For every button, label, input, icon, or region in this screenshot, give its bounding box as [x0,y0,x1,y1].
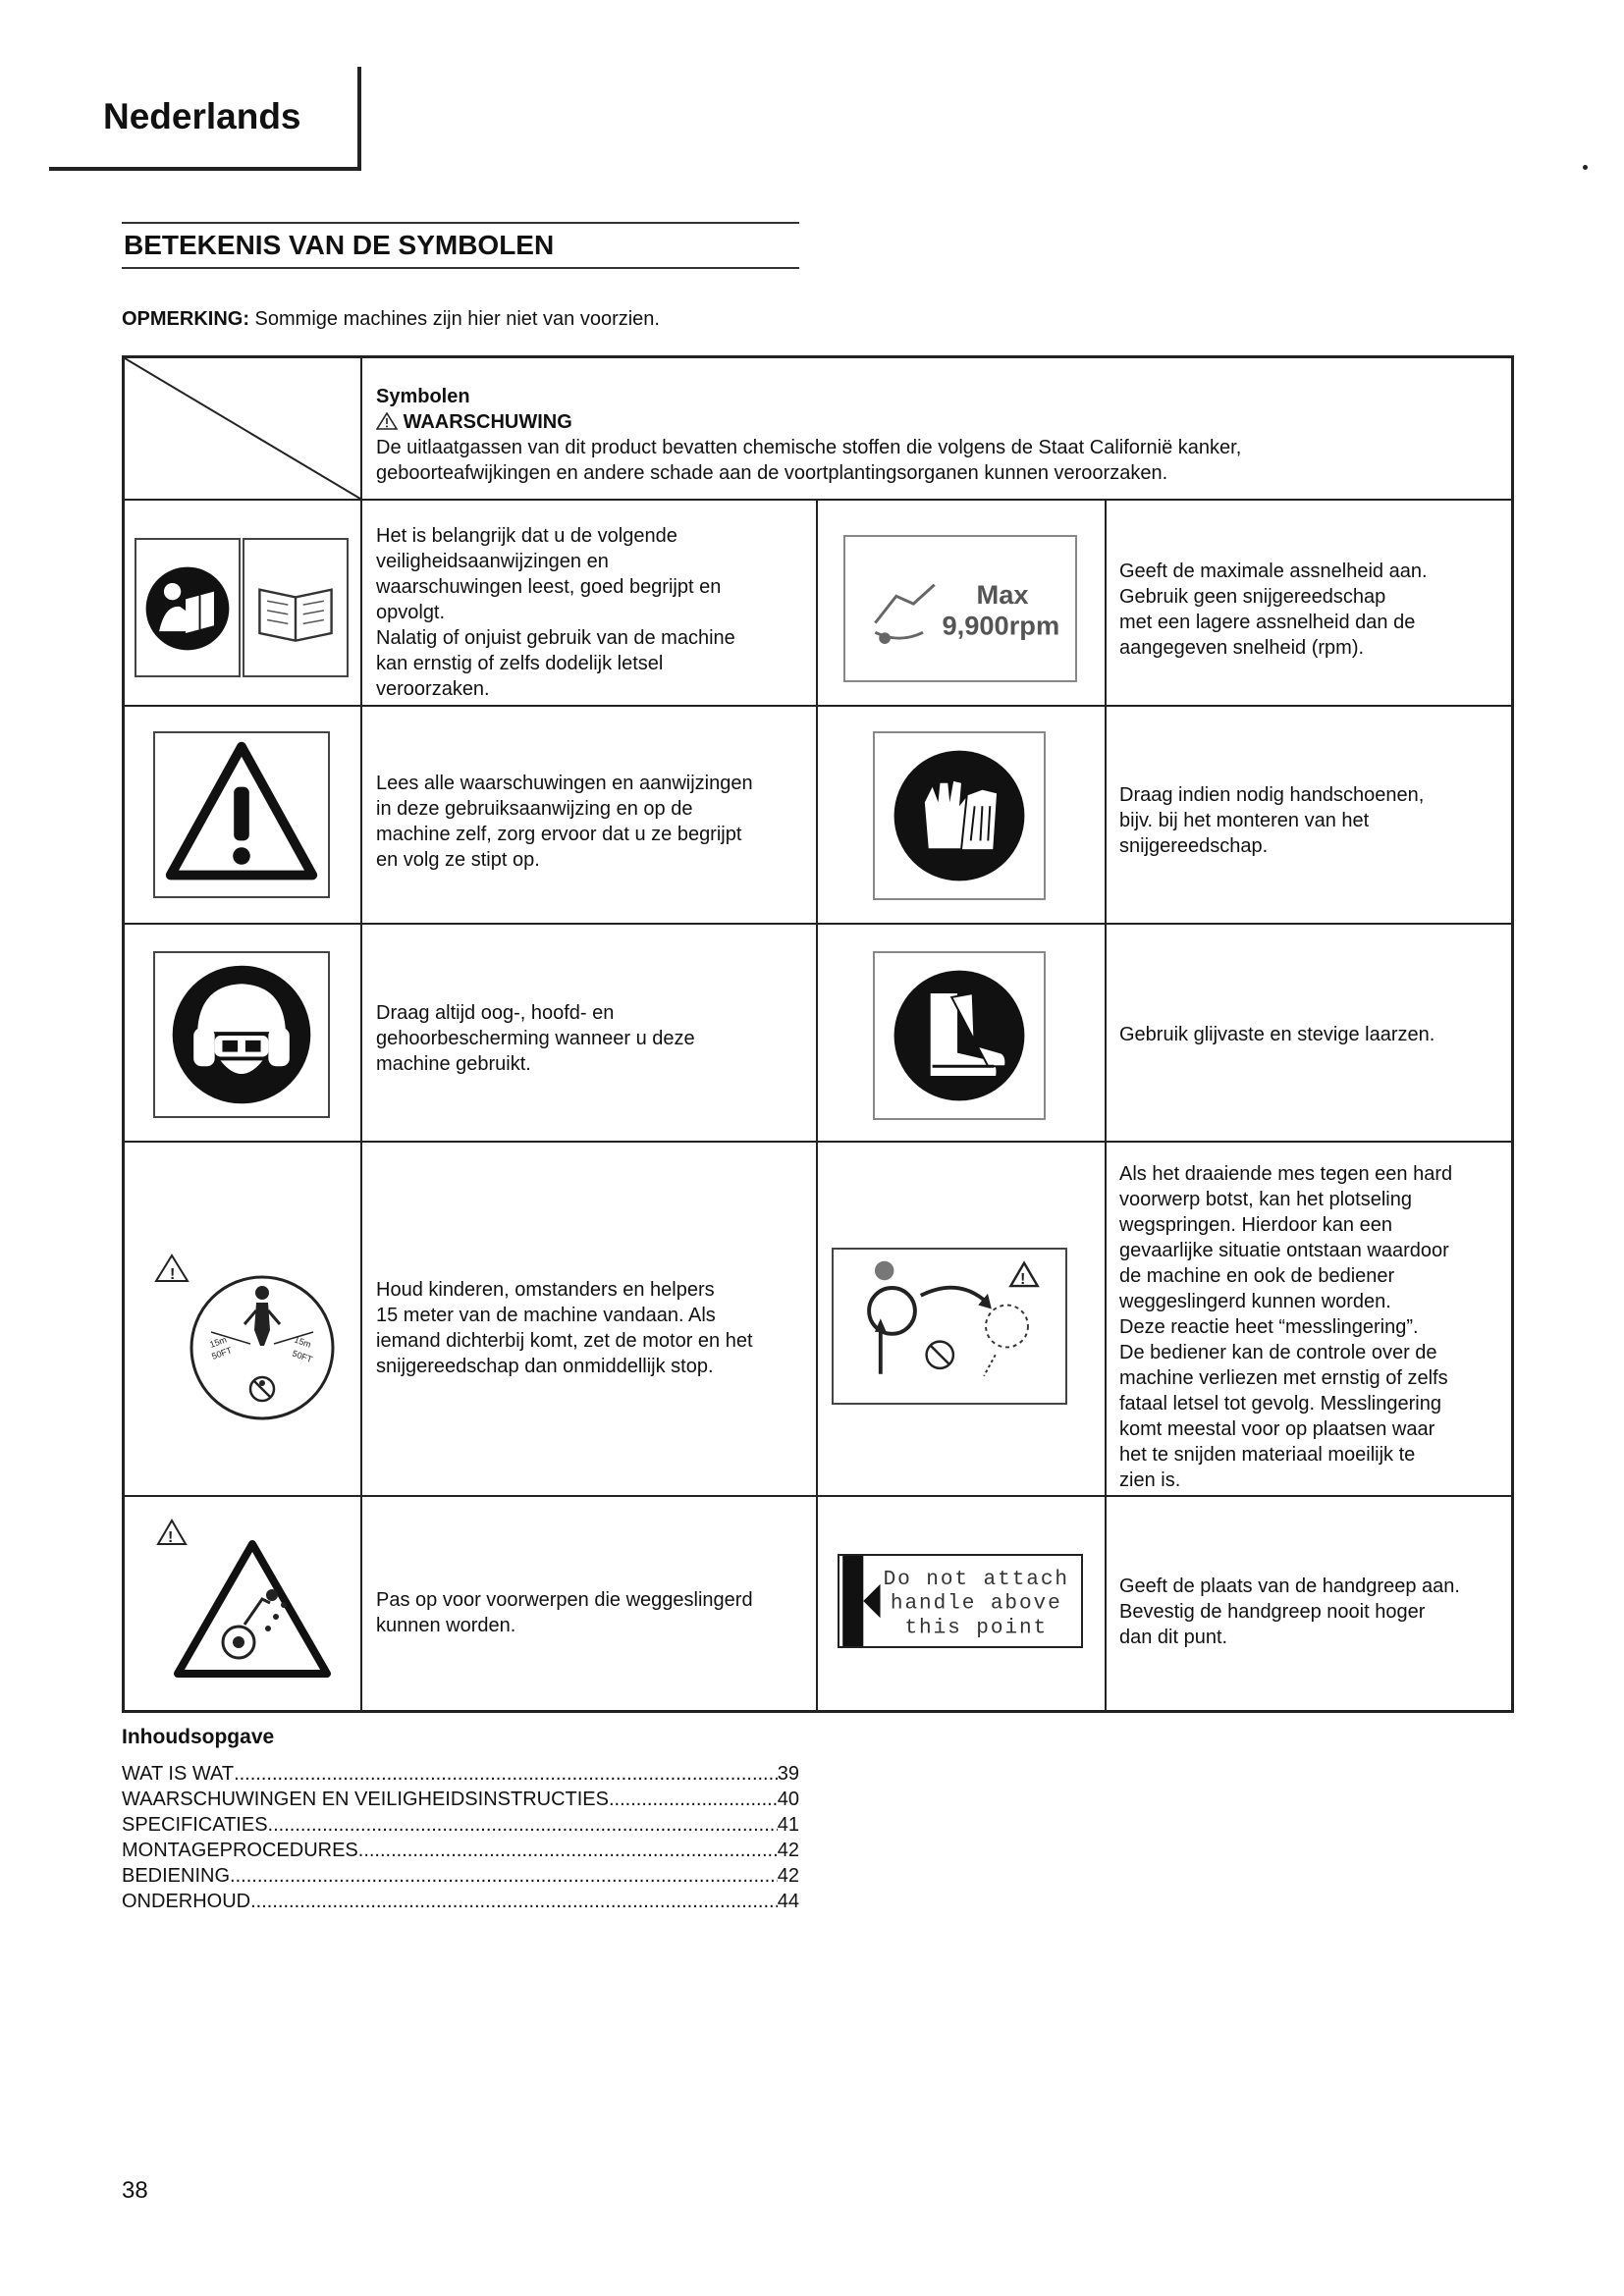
max-speed-icon [843,535,1077,682]
row5-right-text: Geeft de plaats van de handgreep aan. Bevestig de handgreep nooit hoger dan dit punt. [1119,1575,1460,1648]
corner-mark [1583,165,1588,170]
table-of-contents [122,1726,799,1914]
row1-right-text: Geeft de maximale assnelheid aan. Gebruik geen snijgereedschap met een lagere assnelheid dan de aangegeven snelheid (rpm). [1119,561,1428,659]
note-label: OPMERKING: [122,308,249,330]
handle-line2: handle above [890,1591,1062,1616]
row4-right-text: Als het draaiende mes tegen een hard voorwerp botst, kan het plotseling wegspringen. Hierdoor kan een gevaarlijke situatie ontstaan waardoor de machine en ook de bediener weggeslingerd kunnen worden. Deze reactie heet “messlingering”. De bediener kan de controle over de machine verliezen met ernstig of zelfs fataal letsel tot gevolg. Messlingering komt meestal voor op plaatsen waar het te snijden materiaal moeilijk te zien is. [1119,1163,1453,1491]
safety-distance-icon [154,1252,341,1428]
kickback-icon [832,1248,1067,1405]
svg-text:!: ! [1020,1271,1026,1289]
header-title: Symbolen [376,386,470,407]
warning-text-line2: geboorteafwijkingen en andere schade aan de voortplantingsorganen kunnen veroorzaken. [376,462,1168,484]
book-icon [243,538,349,677]
toc-entry[interactable]: WAARSCHUWINGEN EN VEILIGHEIDSINSTRUCTIES ..... 40 [122,1787,799,1812]
handle-line1: Do not attach [883,1567,1069,1591]
row4-left-text: Houd kinderen, omstanders en helpers 15 meter van de machine vandaan. Als iemand dichterbij komt, zet de motor en het snijgereedschap dan onmiddellijk stop. [376,1279,753,1377]
table-divider [1105,499,1107,1713]
toc-entry[interactable]: MONTAGEPROCEDURES ..... 42 [122,1838,799,1863]
gloves-icon [873,731,1046,900]
toc-entry[interactable]: WAT IS WAT ..... 39 [122,1761,799,1787]
svg-text:!: ! [170,1266,176,1283]
table-divider [125,1495,1511,1497]
note [122,308,660,331]
header-warning [376,409,1241,435]
note-text: Sommige machines zijn hier niet van voorzien. [249,308,660,330]
row3-right-text: Gebruik glijvaste en stevige laarzen. [1119,1024,1435,1045]
protection-gear-icon [153,951,330,1118]
row2-left-text: Lees alle waarschuwingen en aanwijzingen in deze gebruiksaanwijzing en op de machine zelf, zorg ervoor dat u ze begrijpt en volg ze stipt op. [376,773,753,871]
table-divider [360,358,362,1713]
warning-label: WAARSCHUWING [403,411,572,433]
toc-entry[interactable]: ONDERHOUD ..... 44 [122,1889,799,1914]
symbols-table [122,355,1514,1713]
toc-entry[interactable]: BEDIENING ..... 42 [122,1863,799,1889]
header-text [376,384,1241,486]
table-divider [816,499,818,1713]
table-divider [125,499,1511,501]
read-manual-icon [135,538,241,677]
svg-text:!: ! [168,1529,174,1546]
dist-left-m: 15m [208,1334,229,1350]
rpm-label: 9,900rpm [942,610,1060,641]
page-number: 38 [122,2177,148,2204]
dist-right-m: 15m [293,1334,313,1350]
warning-small-icon [376,411,398,429]
toc-title: Inhoudsopgave [122,1726,275,1748]
row2-right-text: Draag indien nodig handschoenen, bijv. bij het monteren van het snijgereedschap. [1119,784,1425,857]
thrown-objects-icon [154,1517,341,1693]
dist-right-ft: 50FT [291,1348,314,1365]
table-divider [125,923,1511,925]
header-diagonal [125,358,360,499]
handle-position-icon [838,1554,1083,1648]
row1-left-text: Het is belangrijk dat u de volgende veiligheidsaanwijzingen en waarschuwingen leest, goed begrijpt en opvolgt. Nalatig of onjuist gebruik van de machine kan ernstig of zelfs dodelijk letsel veroorzaken. [376,525,735,700]
warning-triangle-icon [153,731,330,898]
warning-text-line1: De uitlaatgassen van dit product bevatten chemische stoffen die volgens de Staat Californië kanker, [376,437,1242,458]
max-label: Max [976,579,1029,611]
table-divider [125,1141,1511,1143]
boots-icon [873,951,1046,1120]
row3-left-text: Draag altijd oog-, hoofd- en gehoorbescherming wanneer u deze machine gebruikt. [376,1002,695,1075]
section-title: BETEKENIS VAN DE SYMBOLEN [122,222,799,269]
dist-left-ft: 50FT [210,1345,234,1362]
handle-line3: this point [904,1616,1049,1640]
row5-left-text: Pas op voor voorwerpen die weggeslingerd kunnen worden. [376,1589,753,1636]
language-label: Nederlands [103,96,301,136]
language-tab [49,67,361,171]
toc-entry[interactable]: SPECIFICATIES ..... 41 [122,1812,799,1838]
table-divider [125,705,1511,707]
